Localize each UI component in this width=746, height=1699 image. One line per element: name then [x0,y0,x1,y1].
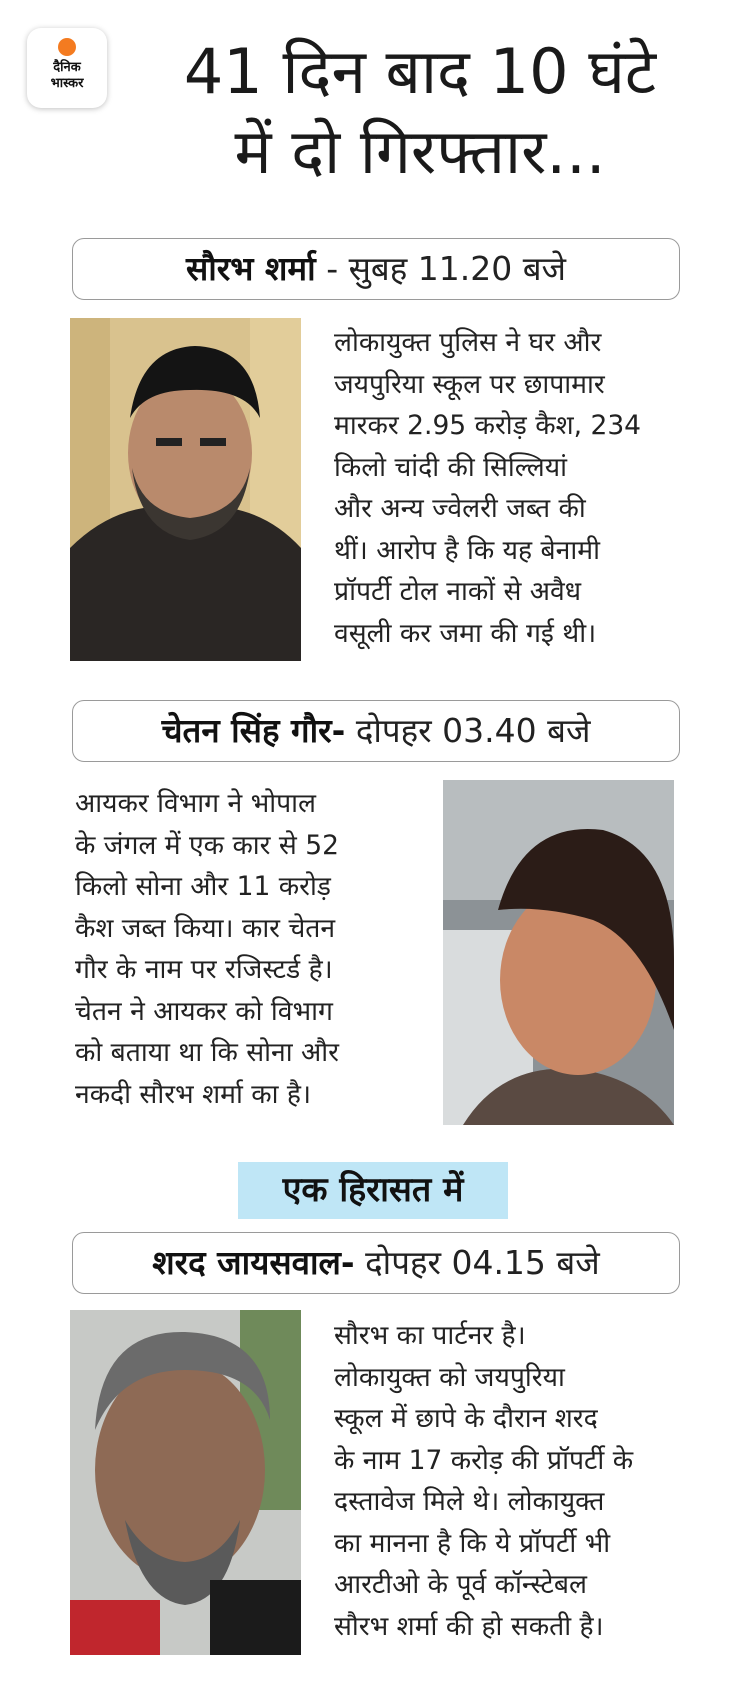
text-line: जयपुरिया स्कूल पर छापामार [334,368,605,400]
text-line: के नाम 17 करोड़ की प्रॉपर्टी के [334,1444,634,1476]
text-line: थीं। आरोप है कि यह बेनामी [334,534,600,566]
arrest-time: दोपहर 04.15 बजे [354,1243,600,1282]
logo-text-line2: भास्कर [50,76,84,91]
text-line: स्कूल में छापे के दौरान शरद [334,1403,598,1434]
text-line: लोकायुक्त पुलिस ने घर और [334,327,602,358]
person-name: चेतन सिंह गौर- [161,711,346,750]
text-line: के जंगल में एक कार से 52 [75,829,339,861]
text-line: को बताया था कि सोना और [75,1037,339,1068]
text-line: वसूली कर जमा की गई थी। [334,617,597,649]
text-line: का मानना है कि ये प्रॉपर्टी भी [334,1527,611,1559]
description-saurabh [334,322,641,654]
text-line: सौरभ का पार्टनर है। [334,1320,526,1351]
photo-sharad [70,1310,301,1655]
custody-tag: एक हिरासत में [238,1162,508,1219]
photo-saurabh [70,318,301,661]
description-sharad [334,1315,633,1647]
text-line: कैश जब्त किया। कार चेतन [75,912,336,944]
text-line: आरटीओ के पूर्व कॉन्स्टेबल [334,1569,587,1600]
text-line: सौरभ शर्मा की हो सकती है। [334,1610,604,1642]
logo-text-line1: दैनिक [53,60,81,75]
text-line: दस्तावेज मिले थे। लोकायुक्त [334,1486,605,1517]
name-bar-sharad [72,1232,680,1294]
text-line: चेतन ने आयकर को विभाग [75,995,333,1027]
sun-dot-icon [58,38,76,56]
text-line: गौर के नाम पर रजिस्टर्ड है। [75,954,333,985]
text-line: मारकर 2.95 करोड़ कैश, 234 [334,410,642,441]
text-line: किलो चांदी की सिल्लियां [334,451,567,483]
name-bar-saurabh [72,238,680,300]
arrest-time: दोपहर 03.40 बजे [345,711,591,750]
person-name: सौरभ शर्मा [185,249,316,288]
text-line: आयकर विभाग ने भोपाल [75,788,317,819]
description-chetan [75,783,339,1115]
headline [120,32,720,192]
photo-chetan [443,780,674,1125]
headline-line1: 41 दिन बाद 10 घंटे [183,35,657,108]
brand-logo [27,28,107,108]
text-line: लोकायुक्त को जयपुरिया [334,1361,565,1393]
headline-line2: में दो गिरफ्तार... [234,115,606,188]
text-line: नकदी सौरभ शर्मा का है। [75,1078,311,1110]
text-line: और अन्य ज्वेलरी जब्त की [334,493,586,524]
text-line: किलो सोना और 11 करोड़ [75,871,331,902]
name-bar-chetan [72,700,680,762]
arrest-time: - सुबह 11.20 बजे [315,249,567,288]
person-name: शरद जायसवाल- [152,1243,355,1282]
text-line: प्रॉपर्टी टोल नाकों से अवैध [334,576,582,607]
